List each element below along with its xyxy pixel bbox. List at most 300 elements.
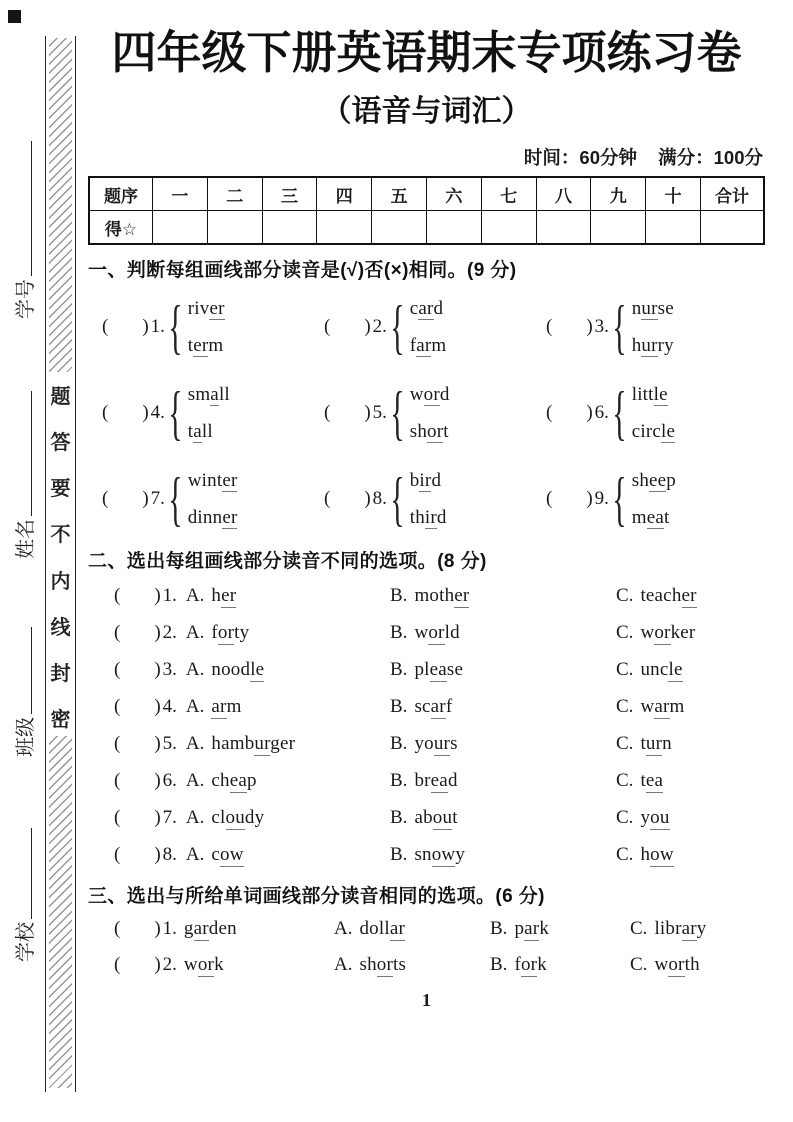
word xyxy=(414,770,457,793)
word xyxy=(211,585,236,608)
word-part: sh xyxy=(409,420,428,442)
option-A xyxy=(185,585,237,607)
word xyxy=(414,807,457,830)
word-part: t xyxy=(663,506,670,528)
option-A xyxy=(185,807,265,829)
word-part: c xyxy=(409,297,419,319)
seal-line-band xyxy=(45,36,76,1092)
score-cell xyxy=(153,211,208,245)
word-part: g xyxy=(183,918,194,940)
seal-character: 答 xyxy=(50,432,71,455)
answer-blank: ( ) xyxy=(114,807,161,829)
word-pair xyxy=(188,298,225,357)
score-row xyxy=(89,211,764,245)
word-part: w xyxy=(654,954,669,976)
score-cell xyxy=(591,211,646,245)
word-part: p xyxy=(514,918,525,940)
option-label: B. xyxy=(390,659,408,681)
word-part: w xyxy=(640,696,655,718)
section3-heading: 三、选出与所给单词画线部分读音相同的选项。(6 分) xyxy=(88,886,545,908)
brace-glyph: { xyxy=(612,379,627,446)
underlined-letters: er xyxy=(222,506,238,528)
underlined-letters: ou xyxy=(650,807,670,829)
word-part: f xyxy=(409,334,417,356)
question-row xyxy=(88,622,765,644)
brace-glyph: { xyxy=(612,293,627,360)
word xyxy=(211,659,264,682)
section1-heading: 一、判断每组画线部分读音是(√)否(×)相同。(9 分) xyxy=(88,260,517,282)
word xyxy=(514,918,549,941)
underlined-letters: ar xyxy=(416,334,432,356)
option-B xyxy=(390,696,616,718)
word xyxy=(188,298,225,320)
word-part: m xyxy=(631,506,647,528)
question-item xyxy=(324,462,546,536)
word-part: p xyxy=(247,770,257,792)
seal-character: 封 xyxy=(50,662,71,685)
word xyxy=(410,335,447,357)
underlined-letters: ar xyxy=(389,918,406,940)
word-part: d xyxy=(439,383,450,405)
word xyxy=(211,770,256,793)
option-label: B. xyxy=(390,807,408,829)
word xyxy=(640,585,696,608)
seal-character: 线 xyxy=(50,616,71,639)
word xyxy=(414,844,465,867)
option-C xyxy=(616,585,765,607)
underlined-letters: le xyxy=(653,383,668,405)
option-label: C. xyxy=(616,844,634,866)
option-B xyxy=(390,733,616,755)
underlined-letters: er xyxy=(221,585,237,607)
word xyxy=(640,844,673,867)
score-cell xyxy=(646,211,701,245)
student-number-field xyxy=(9,141,35,319)
option-label: A. xyxy=(185,770,205,792)
option-B xyxy=(390,807,616,829)
question-number: 4. xyxy=(162,696,177,718)
word-part: n xyxy=(662,733,672,755)
word xyxy=(414,585,469,608)
question-number: 1. xyxy=(162,918,177,940)
name-field xyxy=(9,391,35,559)
word xyxy=(640,659,682,682)
seal-character: 密 xyxy=(50,708,71,731)
option-label: A. xyxy=(185,622,205,644)
underlined-letters: le xyxy=(250,659,265,681)
exam-time: 时间：60分钟 xyxy=(523,147,637,169)
word-part: unc xyxy=(640,659,669,681)
question-stem xyxy=(114,585,390,607)
option-A xyxy=(334,918,490,940)
option-label: A. xyxy=(185,585,205,607)
word-part: ty xyxy=(234,622,250,644)
option-label: A. xyxy=(185,733,205,755)
score-table-header-cell: 六 xyxy=(426,177,481,211)
word-part: th xyxy=(684,954,700,976)
word-part: b xyxy=(409,469,420,491)
word xyxy=(640,807,669,830)
word xyxy=(654,918,706,941)
question-stem xyxy=(114,659,390,681)
question-number: 3. xyxy=(162,659,177,681)
question-item xyxy=(546,462,765,536)
underlined-letters: ur xyxy=(433,733,451,755)
class-field xyxy=(9,627,35,757)
answer-blank: ( ) xyxy=(102,316,149,338)
option-A xyxy=(185,622,250,644)
underlined-letters: ur xyxy=(254,733,271,755)
word xyxy=(632,470,676,492)
word xyxy=(188,507,238,529)
word-pair xyxy=(632,384,675,443)
option-label: B. xyxy=(390,696,408,718)
question-item xyxy=(102,462,324,536)
question-item xyxy=(324,290,546,364)
word-part: ll xyxy=(218,383,230,405)
word xyxy=(632,507,676,529)
word-part: ry xyxy=(657,334,674,356)
underlined-letters: er xyxy=(454,585,470,607)
score-cell xyxy=(372,211,427,245)
brace-glyph: { xyxy=(168,379,183,446)
word-part: m xyxy=(669,696,685,718)
score-table-header-cell: 五 xyxy=(372,177,427,211)
word-part: f xyxy=(514,954,521,976)
brace-glyph: { xyxy=(390,465,405,532)
option-B xyxy=(390,585,616,607)
word xyxy=(632,384,675,406)
underlined-letters: le xyxy=(668,659,683,681)
score-table-header-cell: 一 xyxy=(153,177,208,211)
word xyxy=(414,622,459,645)
answer-blank: ( ) xyxy=(324,402,371,424)
word-part: c xyxy=(211,844,221,866)
page-subtitle: （语音与词汇） xyxy=(321,95,532,129)
option-label: A. xyxy=(185,696,205,718)
answer-blank: ( ) xyxy=(114,585,161,607)
underlined-letters: ur xyxy=(641,334,658,356)
word-part: h xyxy=(631,334,642,356)
answer-blank: ( ) xyxy=(546,402,593,424)
underlined-letters: le xyxy=(661,420,676,442)
option-label: C. xyxy=(616,733,634,755)
word xyxy=(211,622,249,645)
school-label: 学校 xyxy=(15,922,37,962)
underlined-letters: ar xyxy=(681,918,697,940)
question-item xyxy=(546,376,765,450)
answer-blank: ( ) xyxy=(546,316,593,338)
underlined-letters: or xyxy=(428,622,445,644)
option-A xyxy=(185,733,296,755)
word-part: ab xyxy=(414,807,433,829)
underlined-letters: ou xyxy=(225,807,245,829)
answer-blank: ( ) xyxy=(102,402,149,424)
question-item xyxy=(102,376,324,450)
word-part: ld xyxy=(444,622,460,644)
option-label: C. xyxy=(616,696,634,718)
class-label: 班级 xyxy=(15,717,37,757)
word-part: br xyxy=(414,770,431,792)
word-part: t xyxy=(187,334,194,356)
underlined-letters: ea xyxy=(229,770,248,792)
underlined-letters: ow xyxy=(431,844,456,866)
question-number: 8. xyxy=(162,844,177,866)
word-part: y xyxy=(640,807,651,829)
word-pair xyxy=(188,470,238,529)
word-part: dy xyxy=(244,807,265,829)
word xyxy=(211,733,295,756)
score-table-header-cell: 合计 xyxy=(701,177,765,211)
score-cell xyxy=(317,211,372,245)
question-row xyxy=(88,807,765,829)
option-label: B. xyxy=(390,585,408,607)
option-label: C. xyxy=(616,622,634,644)
option-label: A. xyxy=(334,918,353,940)
answer-blank: ( ) xyxy=(546,488,593,510)
word-part: w xyxy=(640,622,655,644)
word-part: d xyxy=(436,506,447,528)
section2-heading: 二、选出每组画线部分读音不同的选项。(8 分) xyxy=(88,551,487,573)
question-row xyxy=(88,770,765,792)
underlined-letters: ar xyxy=(654,696,670,718)
word-part: h xyxy=(211,585,222,607)
score-table-header-cell: 四 xyxy=(317,177,372,211)
option-A xyxy=(185,696,242,718)
underlined-letters: ee xyxy=(649,469,667,491)
class-blank-line xyxy=(31,627,32,714)
word xyxy=(211,844,243,867)
brace-glyph: { xyxy=(168,465,183,532)
option-C xyxy=(616,807,765,829)
option-label: B. xyxy=(490,918,508,940)
question-number: 1. xyxy=(162,585,177,607)
option-label: B. xyxy=(490,954,508,976)
question-number: 1. xyxy=(150,316,165,338)
underlined-letters: ar xyxy=(193,918,209,940)
word-part: w xyxy=(414,622,429,644)
word-part: w xyxy=(183,954,198,976)
underlined-letters: ou xyxy=(432,807,453,829)
question-row xyxy=(88,954,765,976)
underlined-letters: er xyxy=(193,334,209,356)
word-part: litt xyxy=(631,383,654,405)
answer-blank: ( ) xyxy=(114,622,161,644)
score-table-label-cell: 题序 xyxy=(89,177,153,211)
word-part: ker xyxy=(670,622,696,644)
underlined-letters: ea xyxy=(430,770,448,792)
word-part: n xyxy=(631,297,642,319)
brace-glyph: { xyxy=(612,465,627,532)
option-label: A. xyxy=(185,659,205,681)
score-cell xyxy=(481,211,536,245)
question-number: 6. xyxy=(594,402,609,424)
underlined-letters: ar xyxy=(211,696,227,718)
option-label: C. xyxy=(616,807,634,829)
question-stem xyxy=(114,622,390,644)
word-part: libr xyxy=(654,918,682,940)
score-table-header-cell: 八 xyxy=(536,177,591,211)
student-number-label: 学号 xyxy=(15,279,37,319)
option-label: C. xyxy=(630,954,648,976)
word-part: t xyxy=(187,420,194,442)
option-label: C. xyxy=(616,770,634,792)
option-label: A. xyxy=(334,954,353,976)
word xyxy=(188,470,238,492)
stem-word xyxy=(184,918,237,941)
score-cell xyxy=(536,211,591,245)
answer-blank: ( ) xyxy=(114,733,161,755)
word xyxy=(188,384,230,406)
answer-blank: ( ) xyxy=(114,954,161,976)
word xyxy=(654,954,699,977)
question-stem xyxy=(114,770,390,792)
option-label: B. xyxy=(390,770,408,792)
word-part: m xyxy=(431,334,447,356)
option-label: A. xyxy=(185,844,205,866)
option-label: B. xyxy=(390,733,408,755)
brace-glyph: { xyxy=(390,379,405,446)
page-number: 1 xyxy=(422,990,431,1011)
question-row xyxy=(88,733,765,755)
answer-blank: ( ) xyxy=(114,844,161,866)
underlined-letters: or xyxy=(376,954,394,976)
underlined-letters: ow xyxy=(650,844,674,866)
word-part: sh xyxy=(631,469,650,491)
brace-glyph: { xyxy=(390,293,405,360)
answer-blank: ( ) xyxy=(114,696,161,718)
word-pair xyxy=(632,470,676,529)
question-number: 2. xyxy=(162,622,177,644)
word-pair xyxy=(632,298,674,357)
word-part: w xyxy=(409,383,424,405)
word xyxy=(410,421,450,443)
question-row xyxy=(88,918,765,940)
word-part: nood xyxy=(211,659,251,681)
underlined-letters: er xyxy=(222,469,238,491)
word xyxy=(414,659,463,682)
word xyxy=(359,918,405,941)
answer-blank: ( ) xyxy=(114,918,161,940)
word-part: t xyxy=(443,420,449,442)
word xyxy=(410,470,447,492)
word-pair xyxy=(410,384,450,443)
option-B xyxy=(490,954,630,976)
option-label: C. xyxy=(630,918,648,940)
option-B xyxy=(390,844,616,866)
question-number: 5. xyxy=(372,402,387,424)
score-table xyxy=(88,176,765,245)
option-A xyxy=(185,659,265,681)
word xyxy=(632,298,674,320)
underlined-letters: or xyxy=(217,622,235,644)
word-part: p xyxy=(666,469,676,491)
question-stem xyxy=(114,807,390,829)
word-pair xyxy=(410,470,447,529)
score-table-header-cell: 九 xyxy=(591,177,646,211)
question-stem xyxy=(114,954,334,976)
word xyxy=(359,954,406,977)
option-B xyxy=(490,918,630,940)
word xyxy=(632,421,675,443)
word xyxy=(640,770,663,793)
option-B xyxy=(390,622,616,644)
question-row xyxy=(88,585,765,607)
option-C xyxy=(616,622,765,644)
underlined-letters: a xyxy=(210,383,219,405)
word-part: pl xyxy=(414,659,430,681)
underlined-letters: er xyxy=(209,297,225,319)
underlined-letters: or xyxy=(423,383,440,405)
word-part: y xyxy=(696,918,707,940)
underlined-letters: ir xyxy=(424,506,437,528)
question-stem xyxy=(114,844,390,866)
question-number: 2. xyxy=(162,954,177,976)
word xyxy=(188,335,225,357)
option-label: C. xyxy=(616,585,634,607)
school-field xyxy=(9,828,35,962)
underlined-letters: ur xyxy=(645,733,663,755)
underlined-letters: or xyxy=(197,954,215,976)
option-A xyxy=(334,954,490,976)
score-cell xyxy=(426,211,481,245)
option-C xyxy=(616,696,765,718)
word xyxy=(410,384,450,406)
question-stem xyxy=(114,918,334,940)
option-B xyxy=(390,659,616,681)
option-C xyxy=(630,954,765,976)
score-cell xyxy=(207,211,262,245)
word-part: ts xyxy=(393,954,407,976)
question-number: 7. xyxy=(162,807,177,829)
name-blank-line xyxy=(31,391,32,516)
exam-meta xyxy=(88,144,765,170)
word xyxy=(211,807,264,830)
word xyxy=(514,954,546,977)
question-number: 8. xyxy=(372,488,387,510)
word-part: hamb xyxy=(211,733,255,755)
question-row xyxy=(88,844,765,866)
word-part: d xyxy=(433,297,444,319)
word-part: sm xyxy=(187,383,211,405)
word-part: s xyxy=(450,733,458,755)
option-label: C. xyxy=(616,659,634,681)
word-part: f xyxy=(211,622,218,644)
word-part: dinn xyxy=(187,506,223,528)
underlined-letters: or xyxy=(668,954,685,976)
question-item xyxy=(546,290,765,364)
hatch-pattern-bottom xyxy=(49,736,72,1088)
section3-items xyxy=(88,918,765,976)
word xyxy=(410,298,447,320)
option-label: B. xyxy=(390,844,408,866)
question-stem xyxy=(114,696,390,718)
underlined-letters: ur xyxy=(641,297,658,319)
question-row xyxy=(88,659,765,681)
option-C xyxy=(616,844,765,866)
underlined-letters: ir xyxy=(419,469,432,491)
word xyxy=(640,733,671,756)
answer-blank: ( ) xyxy=(324,316,371,338)
word-part: se xyxy=(657,297,674,319)
word-part: t xyxy=(640,733,646,755)
seal-character: 要 xyxy=(50,478,71,501)
option-C xyxy=(630,918,765,940)
word-part: th xyxy=(409,506,425,528)
stem-word xyxy=(184,954,224,977)
word-part: t xyxy=(452,807,458,829)
word xyxy=(640,696,684,719)
